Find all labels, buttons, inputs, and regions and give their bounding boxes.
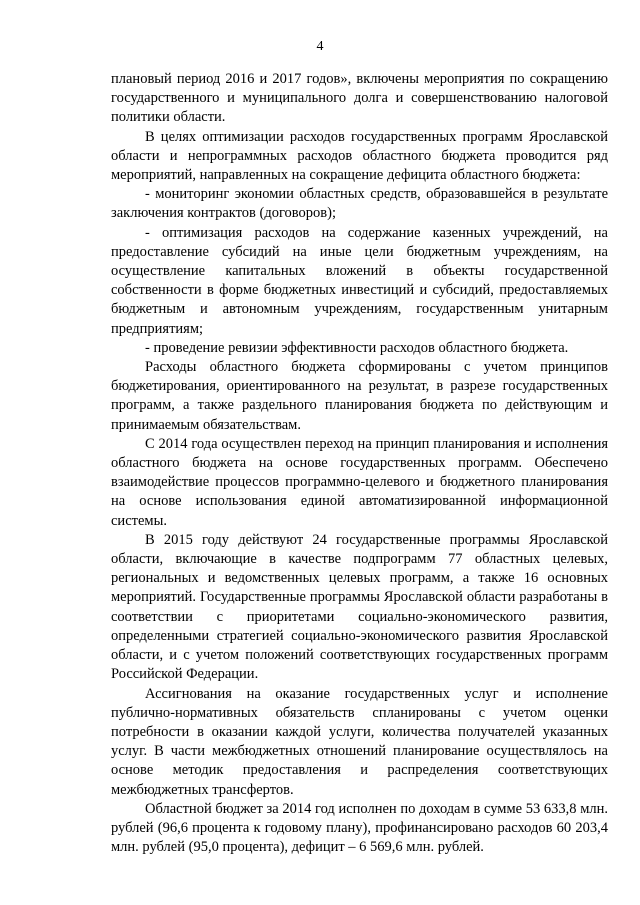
body-text [111, 70, 608, 857]
paragraph: плановый период 2016 и 2017 годов», включены мероприятия по сокращению государственного и муниципального долга и совершенствованию налоговой политики области. [111, 71, 608, 126]
paragraph: Расходы областного бюджета сформированы с учетом принципов бюджетирования, ориентированного на результат, в разрезе государственных программ, а также раздельного планирования бюджета по действующим и принимаемым обязательствам. [111, 359, 608, 433]
paragraph: Ассигнования на оказание государственных услуг и исполнение публично-нормативных обязательств спланированы с учетом оценки потребности в оказании каждой услуги, количества получателей указанных услуг. В части межбюджетных отношений планирование осуществлялось на основе методик предоставления и распределения соответствующих межбюджетных трансфертов. [111, 685, 608, 798]
list-item: - мониторинг экономии областных средств, образовавшейся в результате заключения контрактов (договоров); [111, 186, 608, 222]
page-number: 4 [316, 39, 324, 54]
paragraph: С 2014 года осуществлен переход на принцип планирования и исполнения областного бюджета на основе государственных программ. Обеспечено взаимодействие процессов программно-целевого и бюджетного планирования на основе использования единой автоматизированной информационной системы. [111, 435, 608, 529]
list-item: - оптимизация расходов на содержание казенных учреждений, на предоставление субсидий на иные цели бюджетным учреждениям, на осуществление капитальных вложений в объекты государственной собственности в форме бюджетных инвестиций и субсидий, предоставляемых бюджетным и автономным учреждениям, государственным унитарным предприятиям; [111, 224, 608, 337]
paragraph: Областной бюджет за 2014 год исполнен по доходам в сумме 53 633,8 млн. рублей (96,6 процента к годовому плану), профинансировано расходов 60 203,4 млн. рублей (95,0 процента), дефицит – 6 569,6 млн. рублей. [111, 800, 608, 856]
list-item: - проведение ревизии эффективности расходов областного бюджета. [145, 339, 569, 356]
paragraph: В 2015 году действуют 24 государственные программы Ярославской области, включающие в качестве подпрограмм 77 областных целевых, региональных и ведомственных целевых программ, а также 16 основных мероприятий. Государственные программы Ярославской области разработаны в соответствии с приоритетами социально-экономического развития, определенными стратегией социально-экономического развития Ярославской области, и с учетом положений соответствующих государственных программ Российской Федерации. [111, 531, 608, 683]
paragraph: В целях оптимизации расходов государственных программ Ярославской области и непрограммных расходов областного бюджета проводится ряд мероприятий, направленных на сокращение дефицита областного бюджета: [111, 128, 608, 184]
